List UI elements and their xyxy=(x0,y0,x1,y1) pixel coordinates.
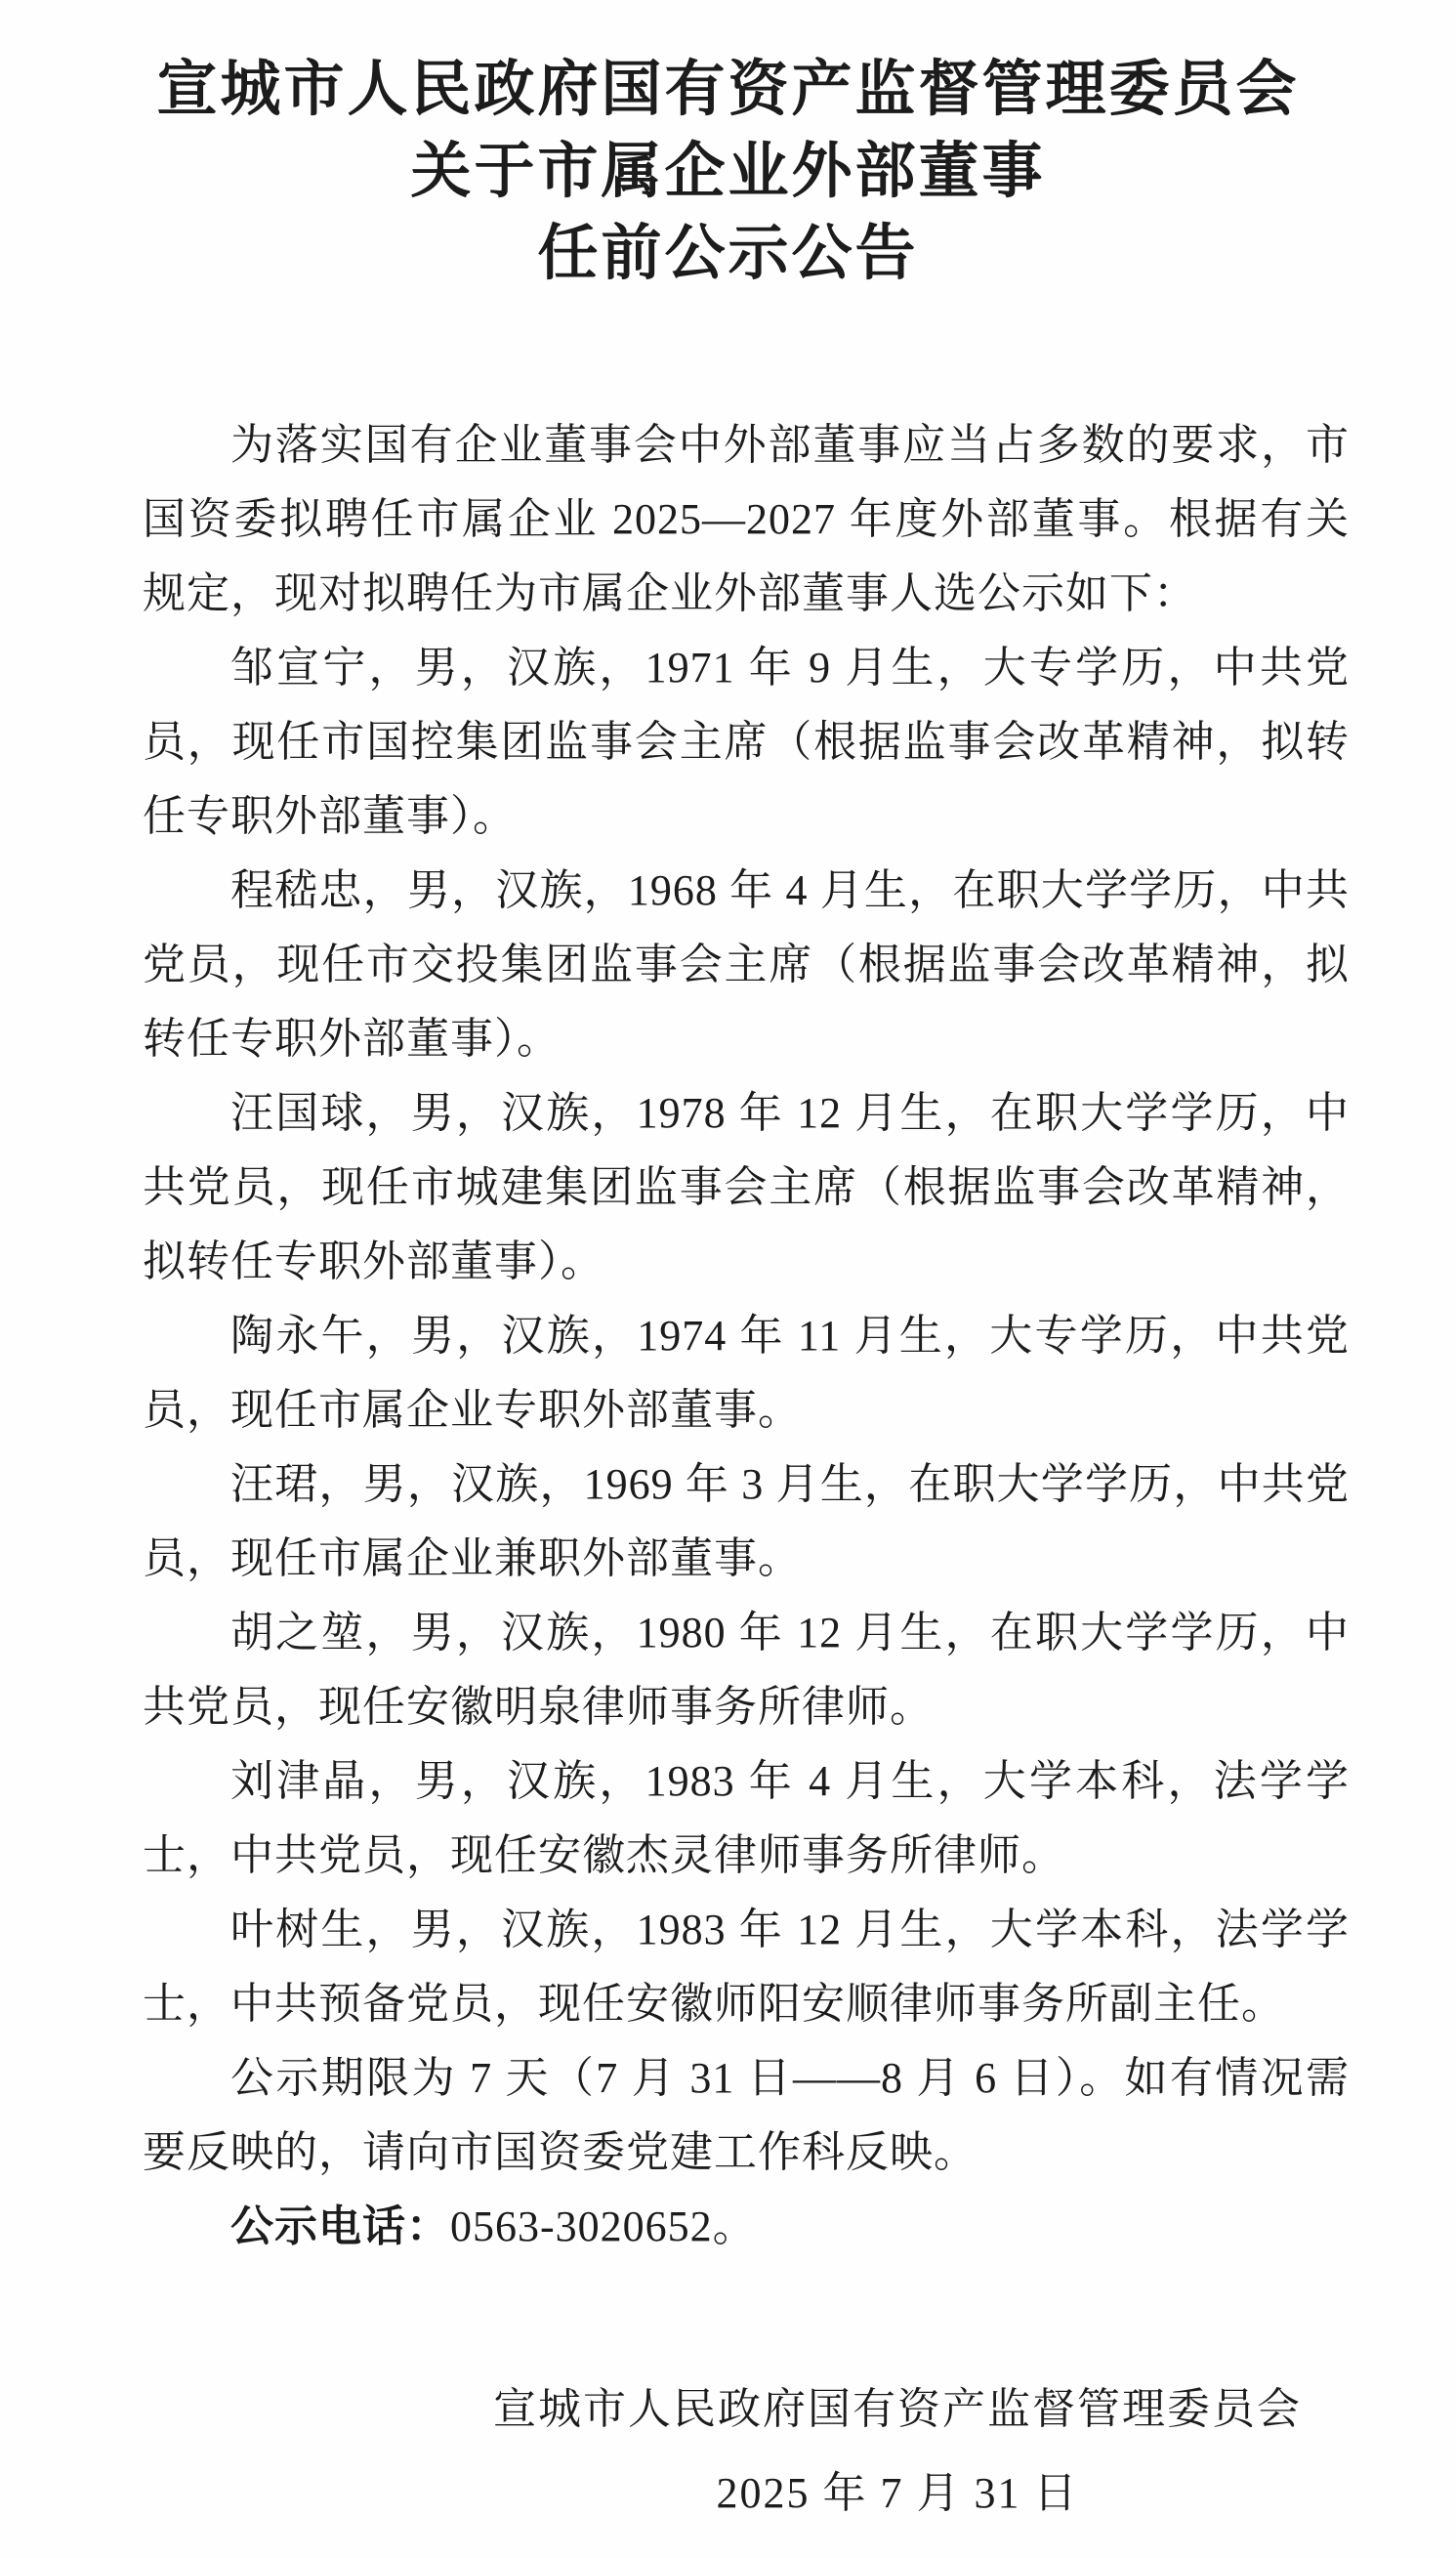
document-title xyxy=(0,0,1456,295)
issuing-authority: 宣城市人民政府国有资产监督管理委员会 xyxy=(493,2385,1302,2433)
phone-number: 0563-3020652。 xyxy=(450,2202,757,2250)
document-footer xyxy=(0,2368,1302,2536)
paragraph-candidate-wangjun: 汪珺，男，汉族，1969 年 3 月生，在职大学学历，中共党员，现任市属企业兼职外部董事。 xyxy=(143,1460,1350,1582)
paragraph-candidate-taoyongwu: 陶永午，男，汉族，1974 年 11 月生，大专学历，中共党员，现任市属企业专职外部董事。 xyxy=(143,1312,1350,1434)
document-body xyxy=(143,408,1350,2264)
paragraph-candidate-chengjizhong: 程嵇忠，男，汉族，1968 年 4 月生，在职大学学历，中共党员，现任市交投集团监事会主席（根据监事会改革精神，拟转任专职外部董事）。 xyxy=(143,866,1350,1063)
paragraph-candidate-zouxuanning: 邹宣宁，男，汉族，1971 年 9 月生，大专学历，中共党员，现任市国控集团监事会主席（根据监事会改革精神，拟转任专职外部董事）。 xyxy=(143,644,1350,840)
phone-label: 公示电话： xyxy=(230,2202,450,2250)
signature-group xyxy=(493,2368,1302,2536)
paragraph-candidate-huzhikun: 胡之堃，男，汉族，1980 年 12 月生，在职大学学历，中共党员，现任安徽明泉律师事务所律师。 xyxy=(143,1609,1350,1731)
title-line-3: 任前公示公告 xyxy=(537,221,919,287)
issue-date: 2025 年 7 月 31 日 xyxy=(716,2469,1079,2517)
title-line-2: 关于市属企业外部董事 xyxy=(410,139,1046,205)
title-line-1: 宣城市人民政府国有资产监督管理委员会 xyxy=(156,57,1300,123)
paragraph-candidate-wangguoqiu: 汪国球，男，汉族，1978 年 12 月生，在职大学学历，中共党员，现任市城建集团监事会主席（根据监事会改革精神，拟转任专职外部董事）。 xyxy=(143,1089,1350,1285)
paragraph-publicity-period: 公示期限为 7 天（7 月 31 日——8 月 6 日）。如有情况需要反映的，请向市国资委党建工作科反映。 xyxy=(143,2054,1350,2176)
paragraph-phone xyxy=(143,2190,1350,2264)
paragraph-candidate-liujinjing: 刘津晶，男，汉族，1983 年 4 月生，大学本科，法学学士，中共党员，现任安徽杰灵律师事务所律师。 xyxy=(143,1757,1350,1879)
paragraph-intro: 为落实国有企业董事会中外部董事应当占多数的要求，市国资委拟聘任市属企业 2025—2027 年度外部董事。根据有关规定，现对拟聘任为市属企业外部董事人选公示如下： xyxy=(143,421,1350,617)
paragraph-candidate-yeshusheng: 叶树生，男，汉族，1983 年 12 月生，大学本科，法学学士，中共预备党员，现任安徽师阳安顺律师事务所副主任。 xyxy=(143,1906,1350,2028)
